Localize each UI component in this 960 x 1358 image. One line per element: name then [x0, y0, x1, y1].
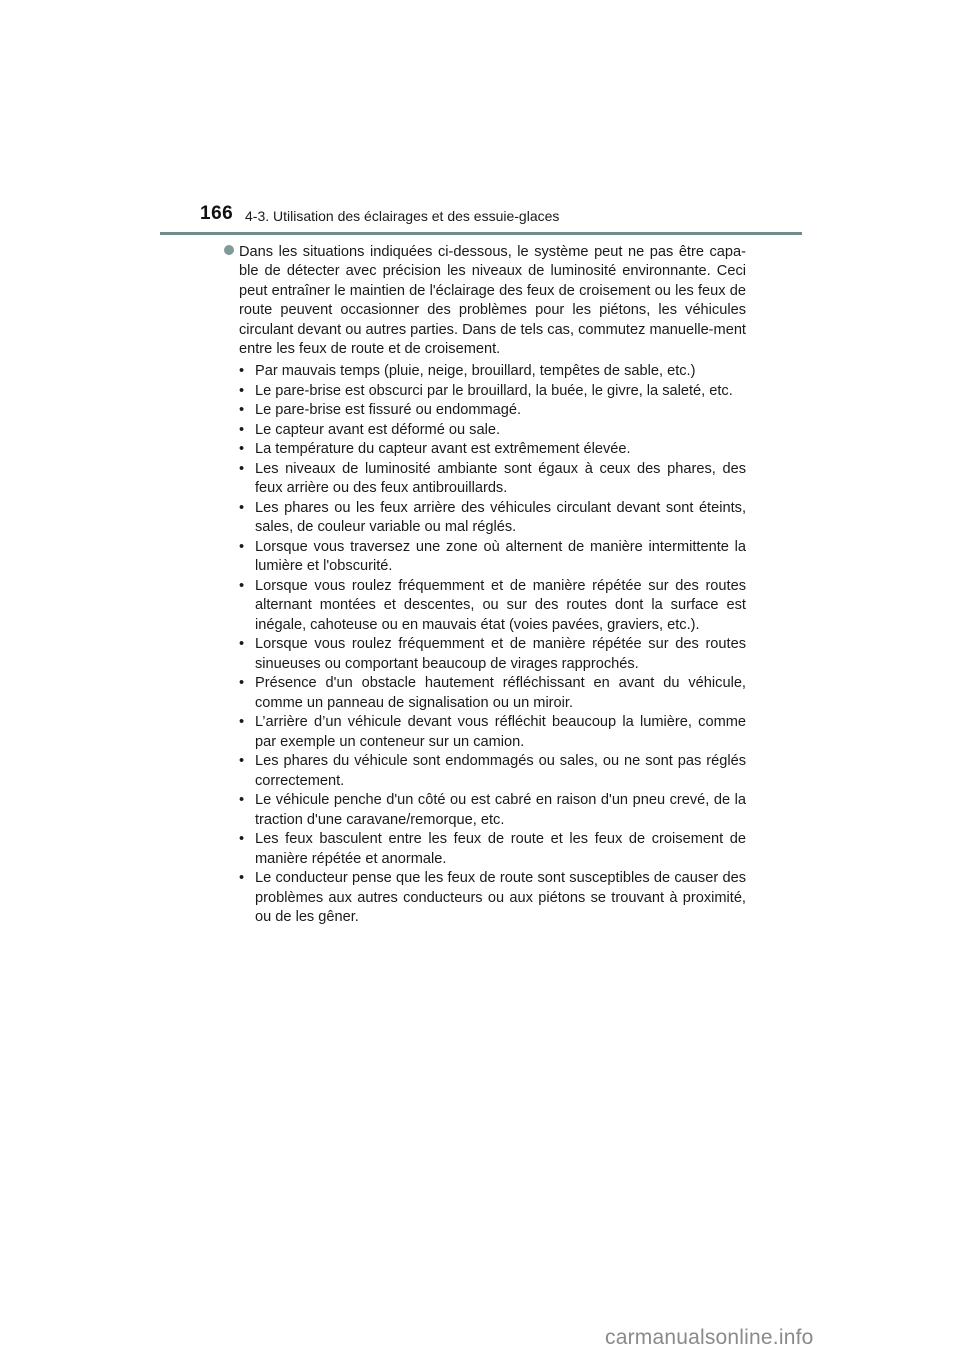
intro-text: Dans les situations indiquées ci-dessous, le système peut ne pas être capa-ble de détecter avec précision les niveaux de luminosité environnante. Ceci peut entraîner le maintien de l'éclairage des feux de croisement ou les feux de route peuvent occasionner des problèmes pour les piétons, les véhicules circulant devant ou autres parties. Dans de tels cas, commutez manuelle-ment entre les feux de route et de croisement. [239, 244, 746, 358]
list-item: • Les niveaux de luminosité ambiante sont égaux à ceux des phares, des feux arrière ou des feux antibrouillards. [239, 460, 746, 499]
list-item: • Les feux basculent entre les feux de route et les feux de croisement de manière répétée et anormale. [239, 830, 746, 869]
list-item: • Le véhicule penche d'un côté ou est cabré en raison d'un pneu crevé, de la traction d'une caravane/remorque, etc. [239, 791, 746, 830]
list-item: • La température du capteur avant est extrêmement élevée. [239, 440, 746, 460]
section-title: 4-3. Utilisation des éclairages et des essuie-glaces [245, 208, 560, 224]
list-item: • L’arrière d’un véhicule devant vous réfléchit beaucoup la lumière, comme par exemple un conteneur sur un camion. [239, 713, 746, 752]
list-item: • Lorsque vous roulez fréquemment et de manière répétée sur des routes alternant montées et descentes, ou sur des routes dont la surface est inégale, cahoteuse ou en mauvais état (voies pavées, graviers, etc.). [239, 577, 746, 636]
list-item: • Le pare-brise est fissuré ou endommagé. [239, 401, 746, 421]
conditions-list [239, 362, 746, 928]
list-item: • Le capteur avant est déformé ou sale. [239, 421, 746, 441]
list-item: • Par mauvais temps (pluie, neige, brouillard, tempêtes de sable, etc.) [239, 362, 746, 382]
header-divider [160, 232, 802, 235]
list-item: • Les phares ou les feux arrière des véhicules circulant devant sont éteints, sales, de couleur variable ou mal réglés. [239, 499, 746, 538]
list-item: • Présence d'un obstacle hautement réfléchissant en avant du véhicule, comme un panneau de signalisation ou un miroir. [239, 674, 746, 713]
intro-paragraph [224, 243, 746, 359]
list-item: • Le pare-brise est obscurci par le brouillard, la buée, le givre, la saleté, etc. [239, 382, 746, 402]
list-item: • Lorsque vous roulez fréquemment et de manière répétée sur des routes sinueuses ou comportant beaucoup de virages rapprochés. [239, 635, 746, 674]
list-item: • Lorsque vous traversez une zone où alternent de manière intermittente la lumière et l'obscurité. [239, 538, 746, 577]
list-item: • Les phares du véhicule sont endommagés ou sales, ou ne sont pas réglés correctement. [239, 752, 746, 791]
watermark: carmanualsonline.info [605, 1326, 814, 1349]
list-item: • Le conducteur pense que les feux de route sont susceptibles de causer des problèmes aux autres conducteurs ou aux piétons se trouvant à proximité, ou de les gêner. [239, 869, 746, 928]
page-number: 166 [200, 203, 234, 224]
bullet-circle-icon [224, 245, 234, 255]
